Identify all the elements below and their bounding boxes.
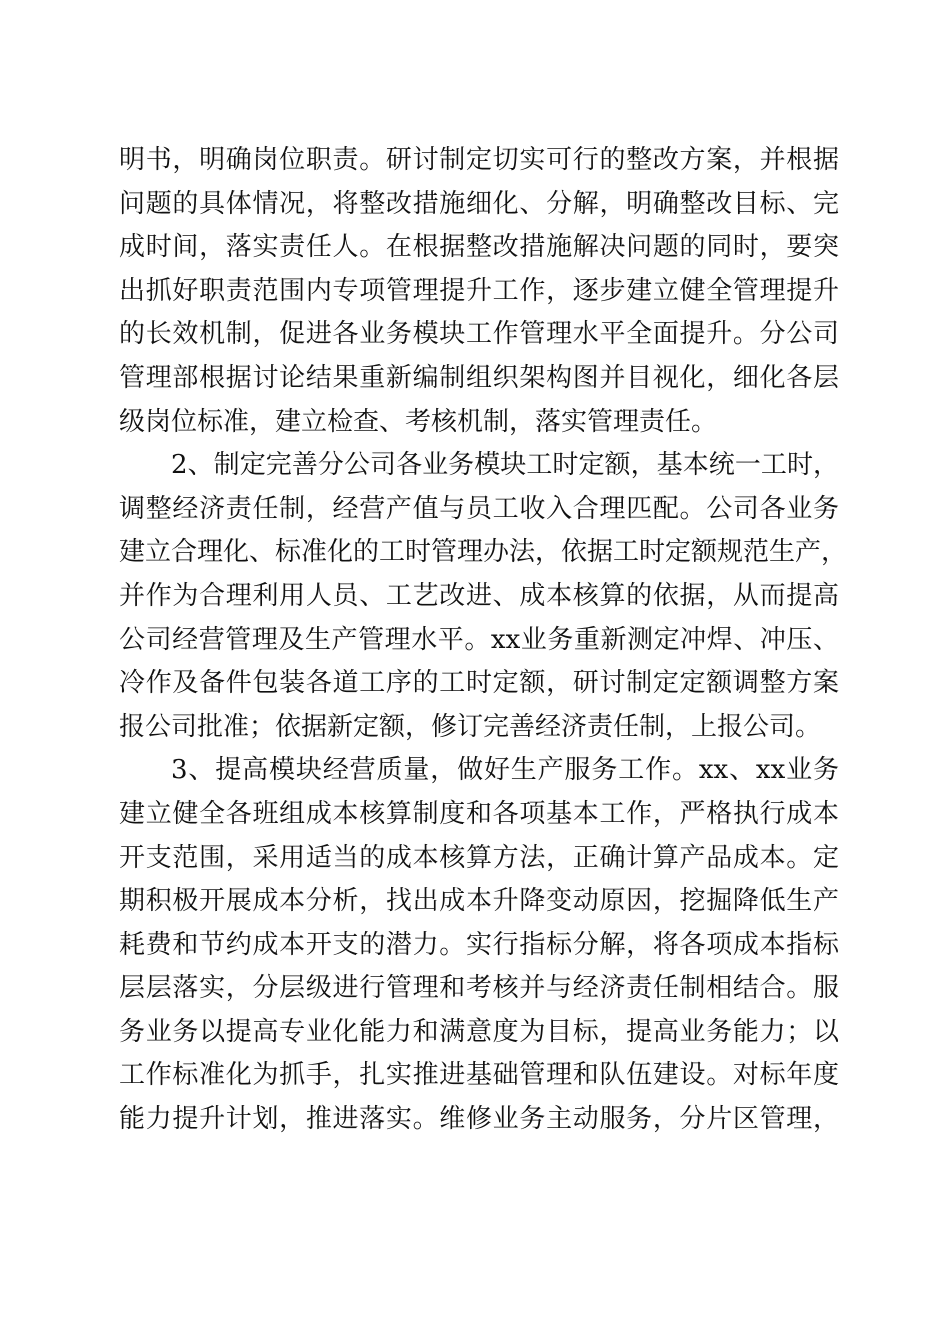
body-text	[119, 139, 848, 1142]
paragraph-item-3	[119, 749, 839, 1141]
paragraph-item-2	[119, 444, 848, 749]
text-line: 并作为合理利用人员、工艺改进、成本核算的依据，从而提高	[119, 580, 839, 611]
text-line: 报公司批准；依据新定额，修订完善经济责任制，上报公司。	[119, 711, 822, 742]
text-line: 3、提高模块经营质量，做好生产服务工作。xx、xx业务	[171, 755, 839, 786]
text-line: 务业务以提高专业化能力和满意度为目标，提高业务能力；以	[119, 1016, 839, 1047]
text-line: 建立合理化、标准化的工时管理办法，依据工时定额规范生产，	[119, 537, 848, 568]
text-line: 建立健全各班组成本核算制度和各项基本工作，严格执行成本	[119, 798, 839, 829]
text-line: 期积极开展成本分析，找出成本升降变动原因，挖掘降低生产	[119, 886, 839, 917]
text-line: 级岗位标准，建立检查、考核机制，落实管理责任。	[119, 406, 718, 437]
text-line: 工作标准化为抓手，扎实推进基础管理和队伍建设。对标年度	[119, 1060, 839, 1091]
text-line: 问题的具体情况，将整改措施细化、分解，明确整改目标、完	[119, 188, 839, 219]
text-line: 管理部根据讨论结果重新编制组织架构图并目视化，细化各层	[119, 362, 839, 393]
text-line: 调整经济责任制，经营产值与员工收入合理匹配。公司各业务	[119, 493, 839, 524]
text-line: 2、制定完善分公司各业务模块工时定额，基本统一工时，	[171, 450, 839, 481]
text-line: 层层落实，分层级进行管理和考核并与经济责任制相结合。服	[119, 973, 839, 1004]
text-line: 冷作及备件包装各道工序的工时定额，研讨制定定额调整方案	[119, 668, 839, 699]
text-line: 开支范围，采用适当的成本核算方法，正确计算产品成本。定	[119, 842, 839, 873]
text-line: 成时间，落实责任人。在根据整改措施解决问题的同时，要突	[119, 232, 839, 263]
paragraph-continued	[119, 139, 839, 444]
text-line: 能力提升计划，推进落实。维修业务主动服务，分片区管理，	[119, 1104, 839, 1135]
text-line: 耗费和节约成本开支的潜力。实行指标分解，将各项成本指标	[119, 929, 839, 960]
text-line: 的长效机制，促进各业务模块工作管理水平全面提升。分公司	[119, 319, 839, 350]
text-line: 公司经营管理及生产管理水平。xx业务重新测定冲焊、冲压、	[119, 624, 839, 655]
text-line: 出抓好职责范围内专项管理提升工作，逐步建立健全管理提升	[119, 275, 839, 306]
text-line: 明书，明确岗位职责。研讨制定切实可行的整改方案，并根据	[119, 145, 839, 175]
